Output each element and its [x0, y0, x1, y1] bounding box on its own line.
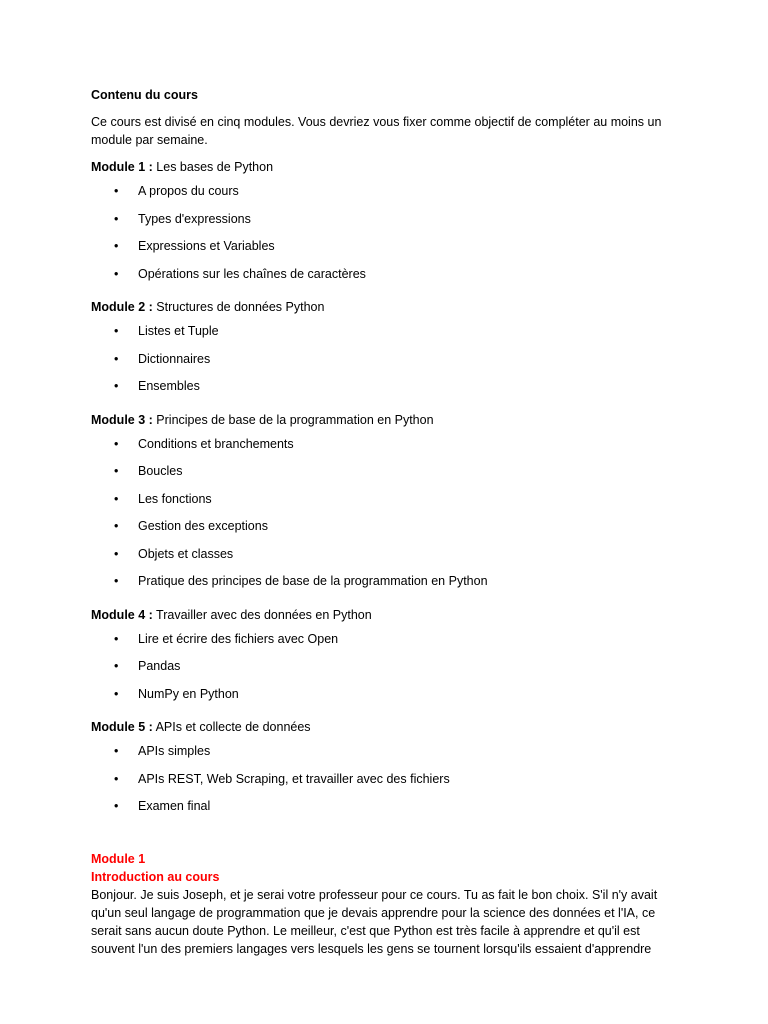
module-title-3	[91, 411, 681, 429]
topic-text: Listes et Tuple	[138, 324, 219, 338]
bullet-icon: •	[114, 771, 119, 786]
module-name: Principes de base de la programmation en Python	[152, 412, 434, 427]
module-label: Module 1 :	[91, 160, 153, 174]
module-name: Travailler avec des données en Python	[152, 607, 372, 622]
module-title-5	[91, 718, 681, 736]
list-item	[91, 657, 681, 685]
topic-text: A propos du cours	[138, 184, 239, 198]
bullet-icon: •	[114, 546, 119, 561]
bullet-icon: •	[114, 379, 119, 393]
module-topic-list	[91, 435, 681, 600]
list-item	[91, 630, 681, 658]
bullet-icon: •	[114, 266, 119, 281]
list-item	[91, 237, 681, 265]
topic-text: Gestion des exceptions	[138, 519, 268, 533]
list-item	[91, 742, 681, 770]
section-title: Introduction au cours	[91, 869, 220, 884]
module-topic-list	[91, 742, 681, 825]
list-item	[91, 350, 681, 378]
course-intro-paragraph: Ce cours est divisé en cinq modules. Vous devriez vous fixer comme objectif de compléter au moins un module par semaine.	[91, 115, 662, 147]
list-item	[91, 210, 681, 238]
section-spacer	[91, 831, 681, 850]
bullet-icon: •	[114, 436, 119, 451]
module-list	[91, 158, 681, 825]
topic-text: Objets et classes	[138, 546, 234, 561]
list-item	[91, 462, 681, 490]
bullet-icon: •	[114, 519, 119, 533]
topic-text: APIs simples	[138, 744, 211, 758]
module-title-2	[91, 298, 681, 316]
module-label: Module 3 :	[91, 412, 153, 427]
bullet-icon: •	[114, 574, 119, 588]
topic-text: NumPy en Python	[138, 686, 239, 701]
module-name: Les bases de Python	[152, 160, 274, 174]
course-content-heading: Contenu du cours	[91, 88, 198, 102]
module-title-1	[91, 158, 681, 176]
list-item	[91, 265, 681, 293]
topic-text: Examen final	[138, 799, 211, 813]
list-item	[91, 685, 681, 713]
topic-text: Pandas	[138, 659, 181, 673]
module-label: Module 4 :	[91, 607, 153, 622]
topic-text: Dictionnaires	[138, 351, 211, 366]
section-body-paragraph: Bonjour. Je suis Joseph, et je serai votre professeur pour ce cours. Tu as fait le bon choix. S'il n'y avait qu'un seul langage de programmation que je devais apprendre pour la science des données et l'IA, ce serait sans aucun doute Python. Le meilleur, c'est que Python est très facile à apprendre et qu'il est souvent l'un des premiers langages vers lesquels les gens se tournent lorsqu'ils essaient d'apprendre	[91, 887, 658, 956]
topic-text: Les fonctions	[138, 491, 212, 506]
list-item	[91, 517, 681, 545]
module-label: Module 2 :	[91, 300, 153, 314]
list-item	[91, 797, 681, 825]
list-item	[91, 545, 681, 573]
module-label: Module 5 :	[91, 720, 153, 734]
bullet-icon: •	[114, 744, 119, 758]
list-item	[91, 770, 681, 798]
topic-text: Ensembles	[138, 379, 200, 393]
bullet-icon: •	[114, 686, 119, 701]
bullet-icon: •	[114, 324, 119, 338]
list-item	[91, 572, 681, 600]
topic-text: Expressions et Variables	[138, 239, 275, 253]
bullet-icon: •	[114, 631, 119, 646]
module-topic-list	[91, 182, 681, 292]
topic-text: Lire et écrire des fichiers avec Open	[138, 631, 339, 646]
bullet-icon: •	[114, 464, 119, 478]
list-item	[91, 182, 681, 210]
bullet-icon: •	[114, 239, 119, 253]
bullet-icon: •	[114, 659, 119, 673]
bullet-icon: •	[114, 799, 119, 813]
topic-text: Conditions et branchements	[138, 436, 294, 451]
document-page	[91, 86, 681, 958]
topic-text: Boucles	[138, 464, 183, 478]
list-item	[91, 377, 681, 405]
topic-text: APIs REST, Web Scraping, et travailler avec des fichiers	[138, 771, 450, 786]
bullet-icon: •	[114, 491, 119, 506]
module-topic-list	[91, 630, 681, 713]
topic-text: Opérations sur les chaînes de caractères	[138, 266, 366, 281]
topic-text: Pratique des principes de base de la programmation en Python	[138, 574, 488, 588]
module-title-4	[91, 606, 681, 624]
module-topic-list	[91, 322, 681, 405]
topic-text: Types d'expressions	[138, 211, 251, 226]
module-name: APIs et collecte de données	[152, 720, 311, 734]
list-item	[91, 322, 681, 350]
bullet-icon: •	[114, 211, 119, 226]
bullet-icon: •	[114, 351, 119, 366]
bullet-icon: •	[114, 184, 119, 198]
module-name: Structures de données Python	[152, 300, 325, 314]
section-module-label: Module 1	[91, 851, 146, 866]
list-item	[91, 490, 681, 518]
list-item	[91, 435, 681, 463]
